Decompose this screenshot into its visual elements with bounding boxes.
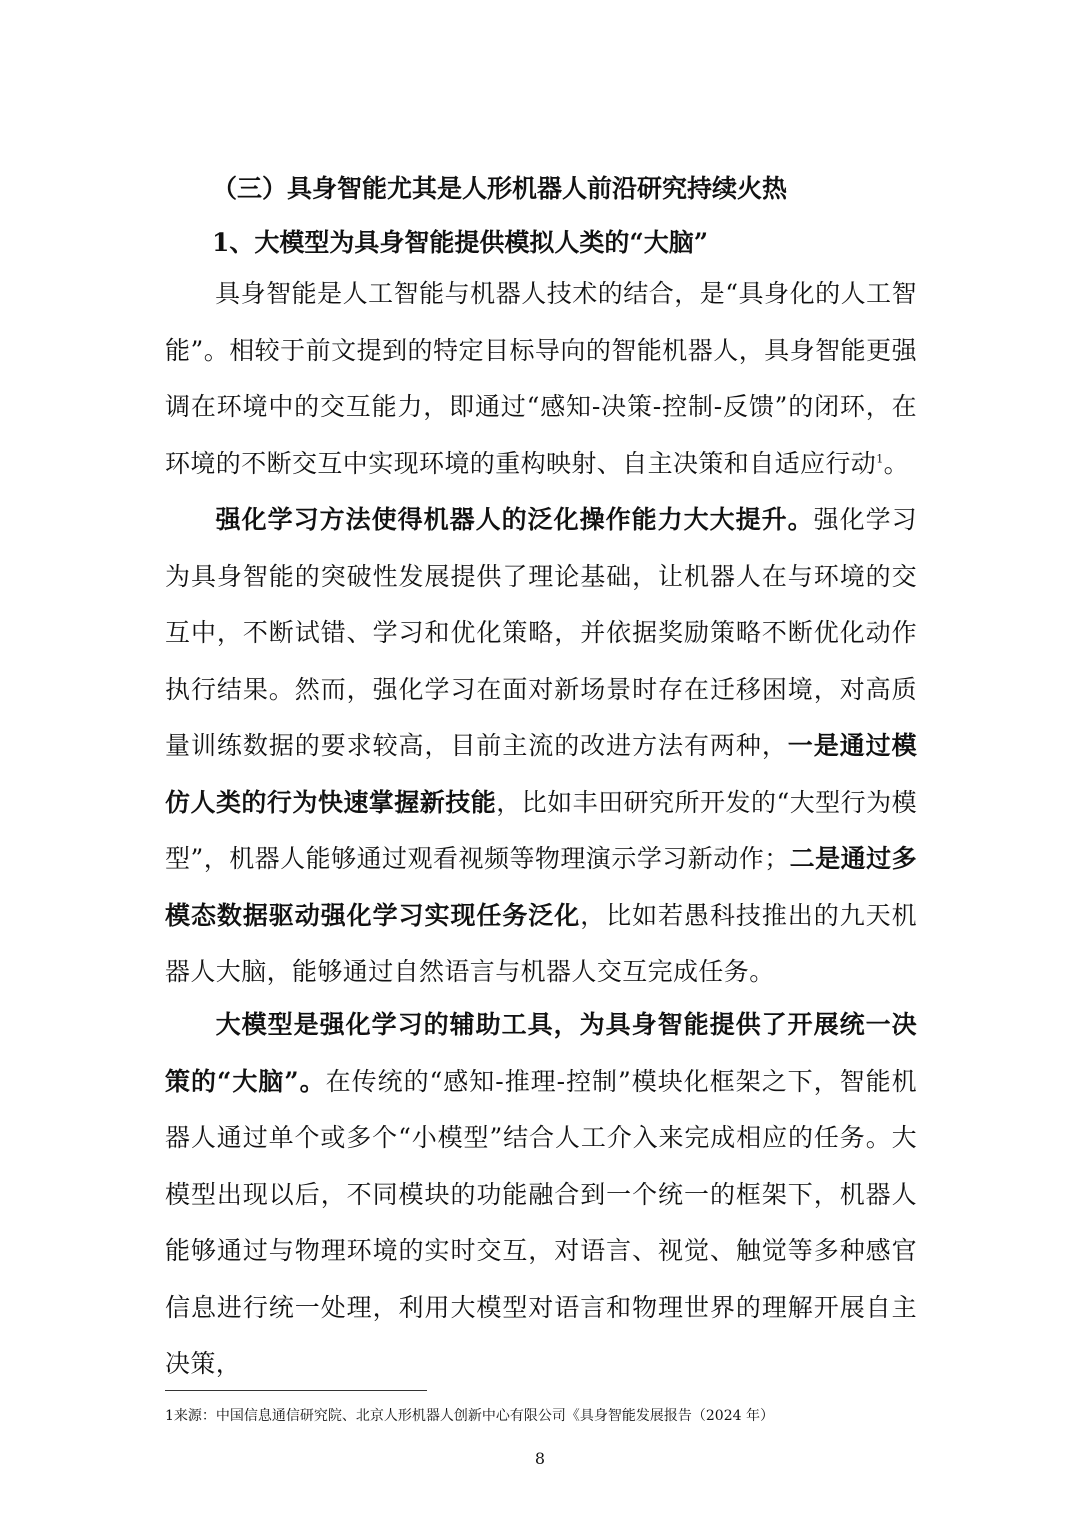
page-number: 8 (534, 1449, 546, 1468)
paragraph-lead-bold: 强化学习方法使得机器人的泛化操作能力大大提升。 (215, 505, 814, 534)
paragraph-lead-bold: 大模型是强化学习的辅助工具，为具身智能提供了开展统一决策的“大脑”。 (165, 1010, 917, 1096)
paragraph-text: 在传统的“感知-推理-控制”模块化框架之下，智能机器人通过单个或多个“小模型”结合人工介入来完成相应的任务。大模型出现以后，不同模块的功能融合到一个统一的框架下，机器人能够通过与物理环境的实时交互，对语言、视觉、触觉等多种感官信息进行统一处理，利用大模型对语言和物理世界的理解开展自主决策， (165, 1066, 917, 1378)
paragraph-end: 。 (883, 448, 910, 478)
footnote-reference: 1 (876, 452, 884, 466)
section-heading: （三）具身智能尤其是人形机器人前沿研究持续火热 (212, 174, 788, 203)
paragraph-large-model-brain (165, 997, 917, 1393)
paragraph-bold-point-1: 一是通过模仿人类的行为快速掌握新技能 (165, 731, 917, 817)
subsection-heading: 1、大模型为具身智能提供模拟人类的“大脑” (212, 228, 709, 257)
paragraph-text: ，比如若愚科技推出的九天机器人大脑，能够通过自然语言与机器人交互完成任务。 (165, 900, 918, 986)
paragraph-embodied-intelligence (165, 266, 917, 492)
paragraph-text: ，比如丰田研究所开发的“大型行为模型”，机器人能够通过观看视频等物理演示学习新动作； (165, 787, 918, 873)
paragraph-text: 具身智能是人工智能与机器人技术的结合，是“具身化的人工智能”。相较于前文提到的特定目标导向的智能机器人，具身智能更强调在环境中的交互能力，即通过“感知-决策-控制-反馈”的闭环，在环境的不断交互中实现环境的重构映射、自主决策和自适应行动 (165, 279, 917, 478)
footnote-divider (165, 1390, 427, 1391)
paragraph-text: 强化学习为具身智能的突破性发展提供了理论基础，让机器人在与环境的交互中，不断试错、学习和优化策略，并依据奖励策略不断优化动作执行结果。然而，强化学习在面对新场景时存在迁移困境，对高质量训练数据的要求较高，目前主流的改进方法有两种， (165, 505, 917, 760)
paragraph-reinforcement-learning (165, 492, 917, 1001)
paragraph-bold-point-2: 二是通过多模态数据驱动强化学习实现任务泛化 (165, 844, 917, 930)
footnote: 1来源：中国信息通信研究院、北京人形机器人创新中心有限公司《具身智能发展报告（2024 年） (165, 1408, 774, 1424)
